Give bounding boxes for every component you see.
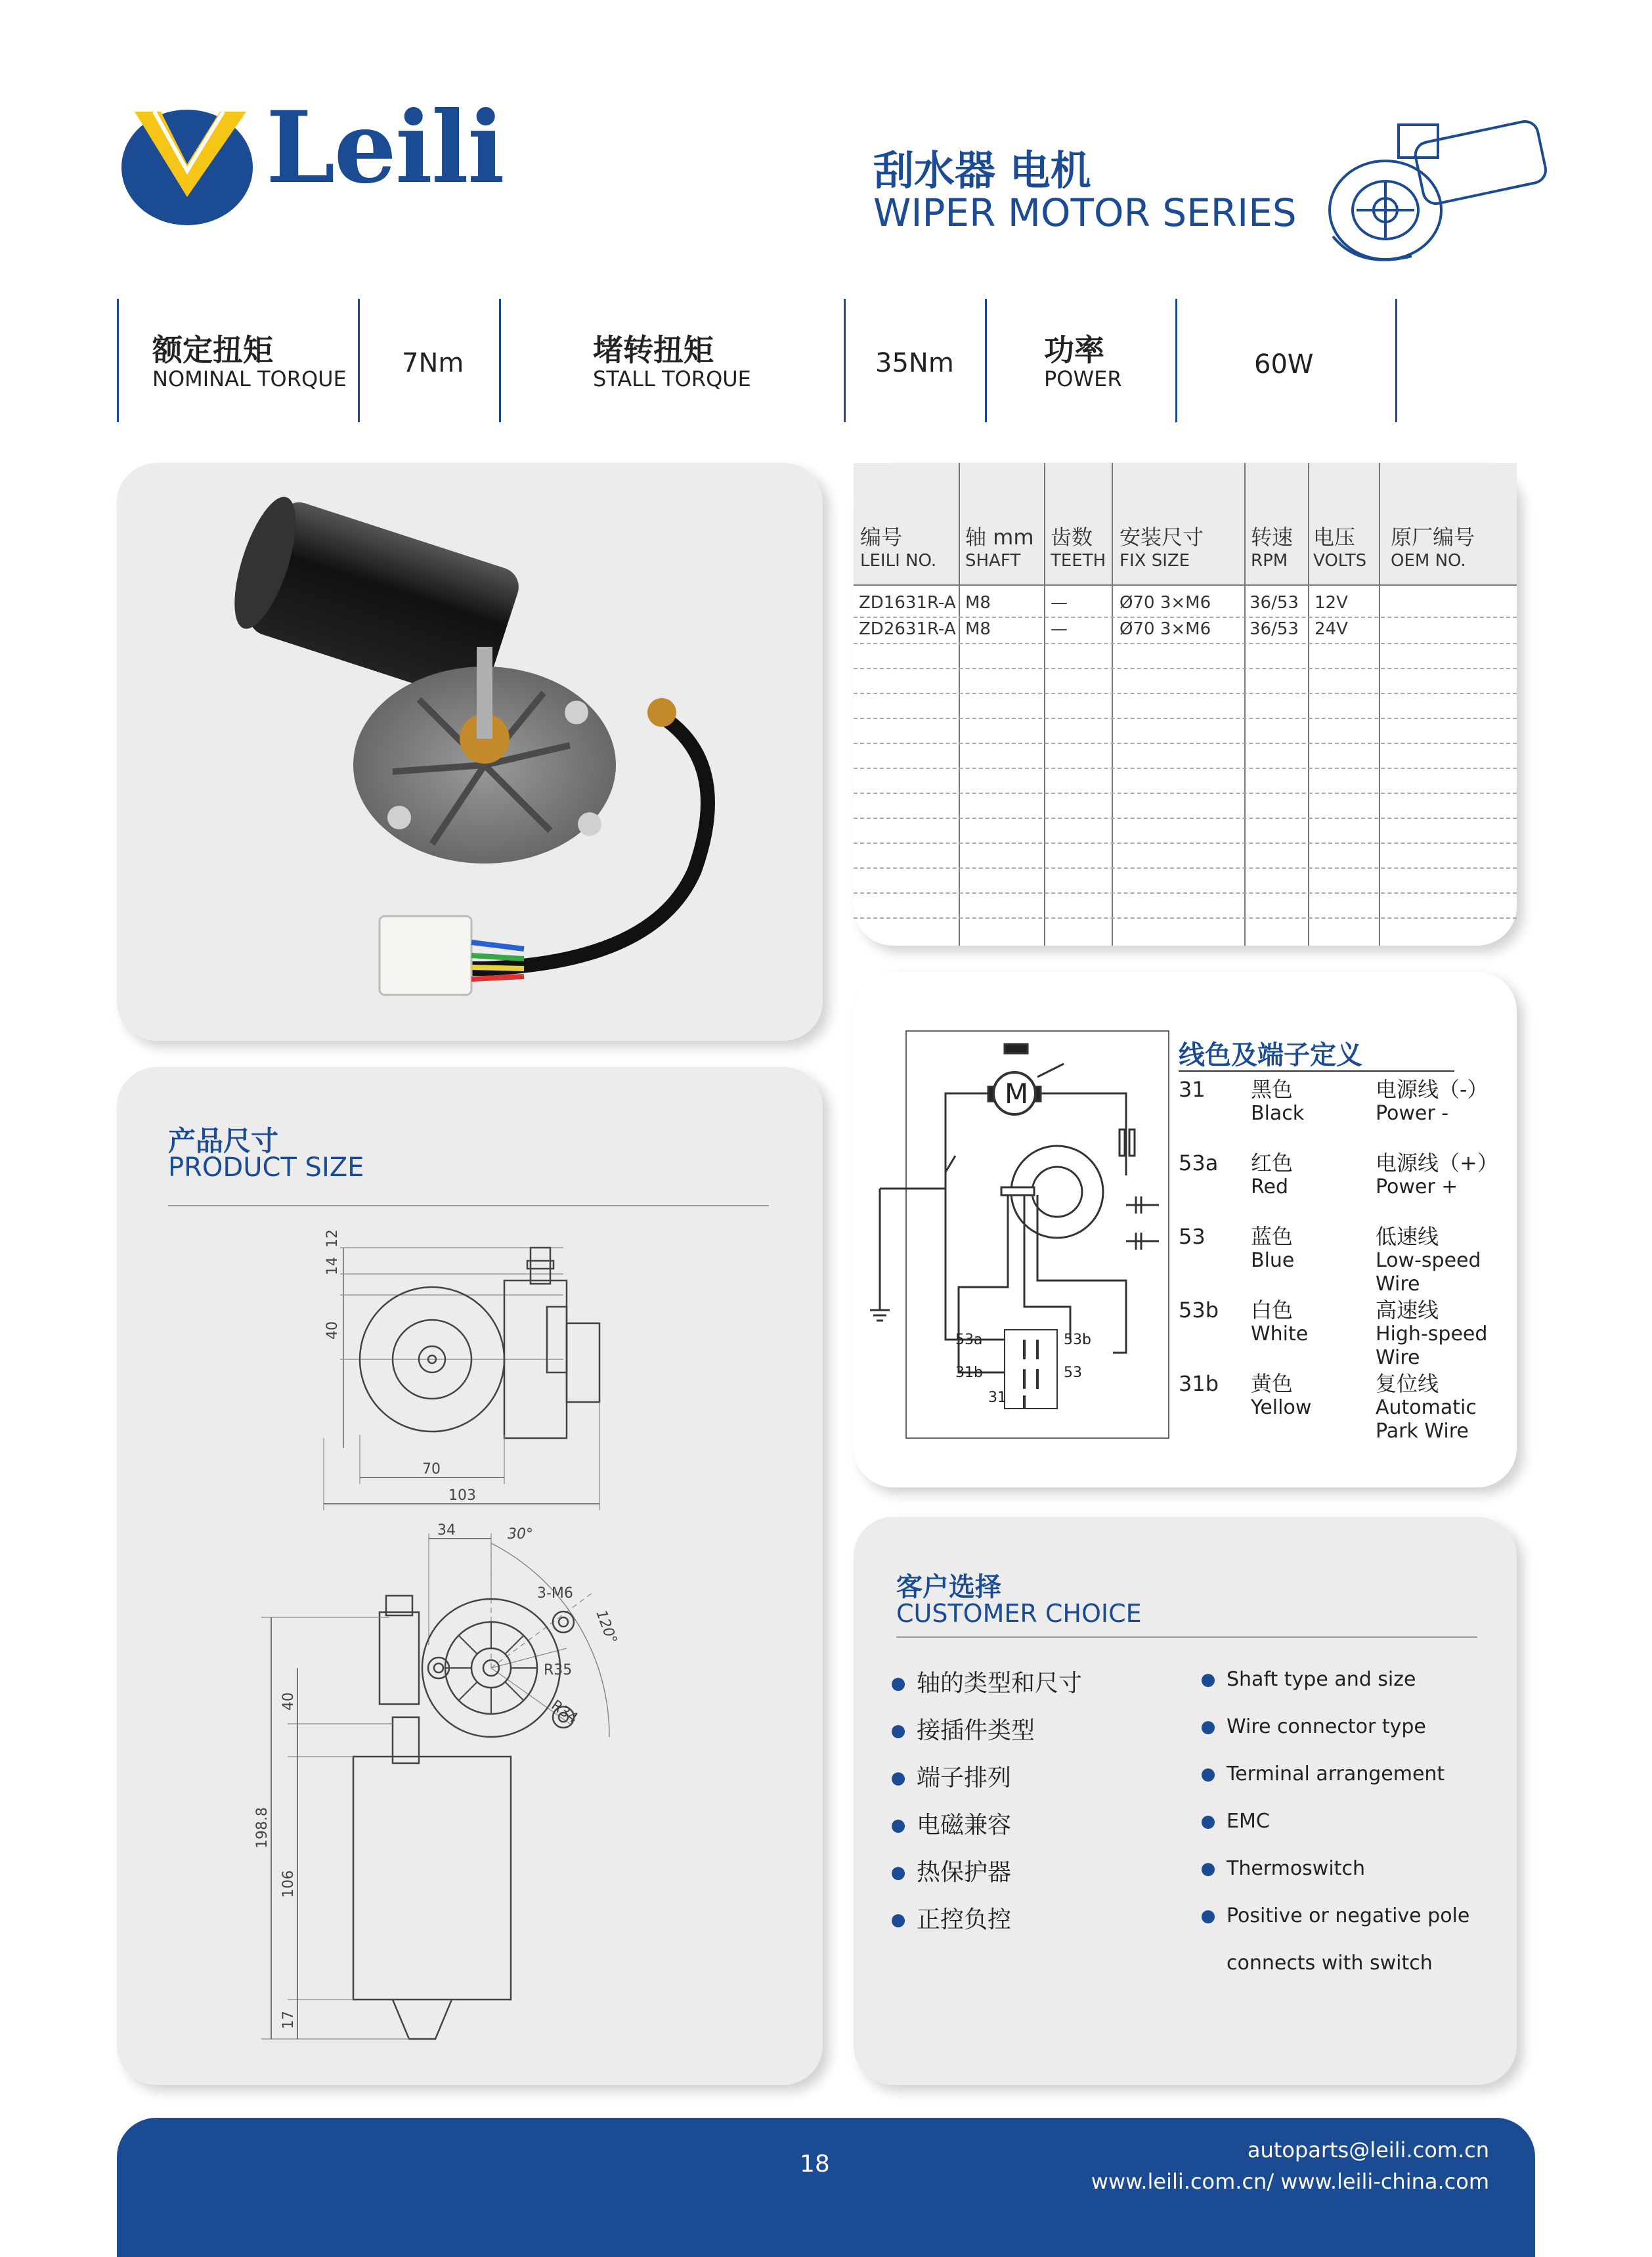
table-header-oem: 原厂编号 OEM NO. — [1391, 525, 1475, 571]
product-size-panel — [117, 1067, 823, 2085]
wiper-motor-photo — [117, 463, 823, 1041]
spec-power-label-en: POWER — [1044, 366, 1122, 391]
dimension-label: 30° — [508, 1526, 533, 1543]
spec-stall-torque-value: 35Nm — [875, 348, 954, 378]
spec-nominal-torque-value: 7Nm — [402, 348, 464, 378]
spec-divider — [117, 299, 119, 422]
table-cell: Ø70 3×M6 — [1119, 593, 1211, 613]
wire-terminal: 31b — [1179, 1371, 1219, 1396]
table-cell: M8 — [965, 593, 991, 613]
choice-item-cn: 轴的类型和尺寸 — [892, 1665, 1082, 1698]
bullet-icon — [892, 1725, 905, 1738]
table-cell: 36/53 — [1250, 619, 1299, 639]
wire-definition: 电源线（+） Power + — [1376, 1150, 1498, 1199]
bullet-icon — [892, 1820, 905, 1833]
spec-divider — [1175, 299, 1177, 422]
bullet-icon — [892, 1867, 905, 1880]
choice-item-en: EMC — [1202, 1810, 1270, 1833]
product-size-title-en: PRODUCT SIZE — [168, 1152, 364, 1183]
dimension-label: 14 — [324, 1257, 341, 1275]
choice-item-en: Positive or negative pole — [1202, 1904, 1469, 1927]
leili-logo — [115, 99, 272, 230]
spec-table-panel — [854, 463, 1517, 946]
spec-power-label-cn: 功率 — [1044, 332, 1104, 368]
dimension-label: 106 — [280, 1870, 297, 1898]
spec-divider — [985, 299, 987, 422]
customer-choice-panel — [854, 1517, 1517, 2085]
wiring-title-rule — [1179, 1070, 1454, 1072]
product-photo-panel — [117, 463, 823, 1041]
wire-terminal: 53 — [1179, 1224, 1206, 1249]
product-size-title-cn: 产品尺寸 — [168, 1125, 279, 1157]
wire-definition: 复位线 Automatic Park Wire — [1376, 1371, 1477, 1443]
spec-nominal-torque-label-cn: 额定扭矩 — [152, 332, 273, 368]
choice-item-en: Wire connector type — [1202, 1715, 1426, 1738]
series-title-en: WIPER MOTOR SERIES — [873, 190, 1297, 235]
leili-logo-mark — [115, 99, 272, 230]
table-cell: ZD1631R-A — [859, 593, 956, 613]
terminal-label: 31 — [988, 1390, 1007, 1406]
wire-terminal: 31 — [1179, 1077, 1206, 1102]
spec-divider — [844, 299, 846, 422]
bullet-icon — [1202, 1910, 1215, 1923]
terminal-label: 53a — [955, 1332, 983, 1348]
table-cell: Ø70 3×M6 — [1119, 619, 1211, 639]
dimension-label: 3-M6 — [537, 1585, 573, 1602]
table-cell: — — [1051, 619, 1068, 639]
motor-symbol: M — [1005, 1078, 1029, 1110]
wire-color: 黑色 Black — [1251, 1077, 1305, 1126]
spec-stall-torque-label-en: STALL TORQUE — [593, 366, 751, 391]
wire-terminal: 53a — [1179, 1150, 1219, 1175]
choice-item-cn: 电磁兼容 — [892, 1807, 1011, 1840]
side-view-drawing — [254, 1520, 721, 2059]
table-cell: 36/53 — [1250, 593, 1299, 613]
wire-definition: 高速线 High-speed Wire — [1376, 1298, 1488, 1370]
table-header-volts: 电压 VOLTS — [1313, 525, 1367, 571]
dimension-label: R35 — [544, 1662, 573, 1678]
choice-item-cn: 热保护器 — [892, 1854, 1011, 1887]
dimension-label: 103 — [448, 1487, 476, 1504]
bullet-icon — [892, 1914, 905, 1927]
dimension-label: 40 — [280, 1692, 297, 1711]
table-header-no: 编号 LEILI NO. — [860, 525, 937, 571]
spec-divider — [499, 299, 501, 422]
spec-stall-torque-label-cn: 堵转扭矩 — [593, 332, 714, 368]
wire-definition: 低速线 Low-speed Wire — [1376, 1224, 1481, 1296]
dimension-label: R34 — [548, 1697, 581, 1727]
dimension-label: 12 — [324, 1229, 341, 1248]
bullet-icon — [892, 1772, 905, 1786]
table-header-rpm: 转速 RPM — [1251, 525, 1293, 571]
spec-nominal-torque-label-en: NOMINAL TORQUE — [152, 366, 347, 391]
dimension-label: 17 — [280, 2011, 297, 2029]
wiring-schematic — [867, 1031, 1195, 1451]
terminal-label: 53 — [1064, 1365, 1082, 1381]
dimension-label: 70 — [422, 1461, 441, 1478]
bullet-icon — [1202, 1816, 1215, 1829]
bullet-icon — [1202, 1863, 1215, 1876]
dimension-label: 198.8 — [254, 1807, 271, 1849]
page-number: 18 — [800, 2151, 830, 2178]
choice-item-cn: 正控负控 — [892, 1901, 1011, 1935]
choice-item-en: Shaft type and size — [1202, 1668, 1416, 1691]
choice-item-cn: 接插件类型 — [892, 1712, 1035, 1745]
table-header-fix-size: 安装尺寸 FIX SIZE — [1119, 525, 1204, 571]
brand-name: Leili — [266, 90, 504, 206]
footer-bar — [117, 2118, 1535, 2257]
bullet-icon — [1202, 1721, 1215, 1734]
footer-websites[interactable]: www.leili.com.cn/ www.leili-china.com — [1091, 2169, 1489, 2194]
bullet-icon — [1202, 1768, 1215, 1782]
choice-item-en: connects with switch — [1227, 1952, 1433, 1975]
spec-power-value: 60W — [1254, 349, 1314, 380]
table-cell: 12V — [1315, 593, 1348, 613]
top-view-drawing — [314, 1221, 629, 1510]
wire-color: 蓝色 Blue — [1251, 1224, 1295, 1273]
dimension-label: 120° — [592, 1608, 620, 1646]
spec-divider — [1395, 299, 1397, 422]
choice-item-en: Thermoswitch — [1202, 1857, 1365, 1880]
bullet-icon — [892, 1678, 905, 1691]
bullet-icon — [1202, 1674, 1215, 1687]
table-cell: M8 — [965, 619, 991, 639]
terminal-label: 53b — [1064, 1332, 1091, 1348]
choice-item-en: Terminal arrangement — [1202, 1763, 1445, 1786]
dimension-label: 40 — [324, 1321, 341, 1340]
motor-line-drawing — [1320, 105, 1556, 276]
spec-divider — [358, 299, 360, 422]
table-cell: ZD2631R-A — [859, 619, 956, 639]
table-cell: — — [1051, 593, 1068, 613]
choice-item-cn: 端子排列 — [892, 1759, 1011, 1793]
wiring-panel — [854, 972, 1517, 1487]
product-size-rule — [168, 1205, 769, 1206]
dimension-label: 34 — [437, 1522, 456, 1539]
wire-terminal: 53b — [1179, 1298, 1219, 1323]
series-title-cn: 刮水器 电机 — [873, 146, 1091, 194]
customer-choice-title-en: CUSTOMER CHOICE — [896, 1599, 1142, 1628]
wire-color: 红色 Red — [1251, 1150, 1293, 1199]
footer-email[interactable]: autoparts@leili.com.cn — [1247, 2137, 1489, 2162]
customer-choice-rule — [896, 1636, 1477, 1638]
table-header-shaft: 轴 mm SHAFT — [965, 525, 1034, 571]
customer-choice-title-cn: 客户选择 — [896, 1572, 1001, 1602]
wire-definition: 电源线（-） Power - — [1376, 1077, 1489, 1126]
wiring-title: 线色及端子定义 — [1179, 1040, 1362, 1070]
terminal-label: 31b — [955, 1365, 983, 1381]
wire-color: 白色 White — [1251, 1298, 1309, 1346]
table-header-teeth: 齿数 TEETH — [1051, 525, 1106, 571]
table-cell: 24V — [1315, 619, 1348, 639]
wire-color: 黄色 Yellow — [1251, 1371, 1312, 1420]
